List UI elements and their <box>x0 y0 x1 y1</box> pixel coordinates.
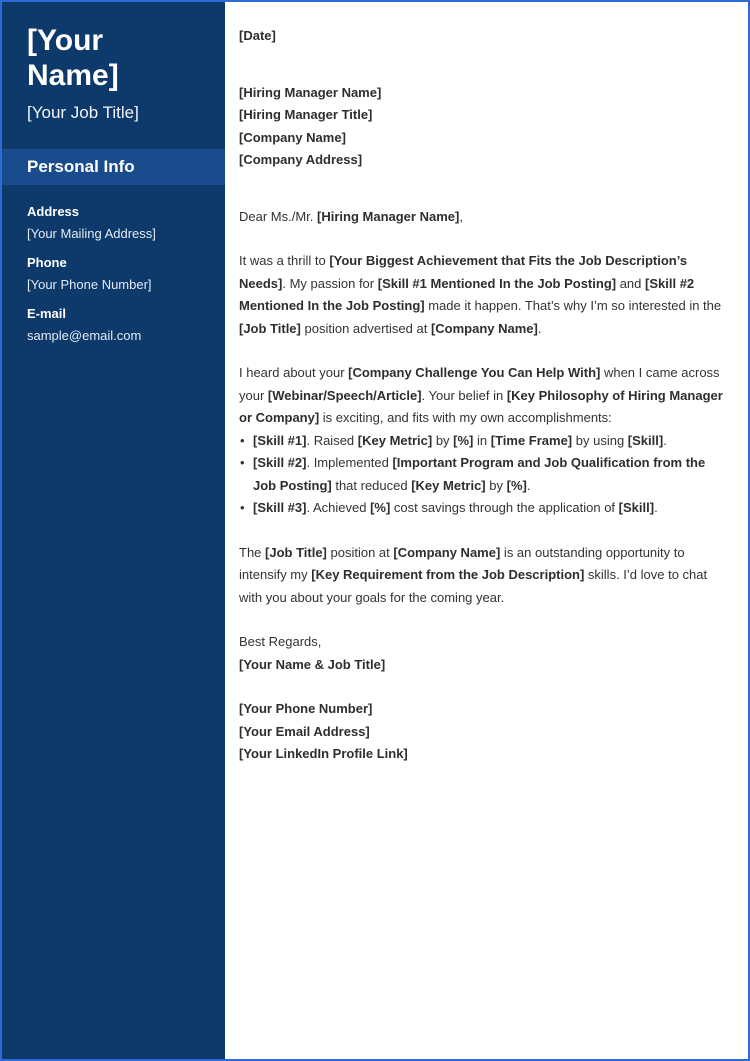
accomplishment-item: • [Skill #3]. Achieved [%] cost savings through the application of [Skill]. <box>239 497 724 520</box>
recipient-title-line: [Hiring Manager Title] <box>239 107 373 122</box>
sidebar <box>2 2 225 1059</box>
accomplishment-item: • [Skill #1]. Raised [Key Metric] by [%] in [Time Frame] by using [Skill]. <box>239 430 724 453</box>
email-field <box>27 306 200 343</box>
referral-paragraph: I heard about your [Company Challenge You Can Help With] when I came across your [Webinar/Speech/Article]. Your belief in [Key Philosophy of Hiring Manager or Company] is exciting, and fits with my own accomplishments: <box>239 365 723 425</box>
contact-phone-line: [Your Phone Number] <box>239 701 373 716</box>
applicant-name: [Your Name] <box>27 24 119 92</box>
address-field <box>27 204 200 241</box>
signature-line: [Your Name & Job Title] <box>239 656 386 672</box>
accomplishment-item: • [Skill #2]. Implemented [Important Program and Job Qualification from the Job Posting] that reduced [Key Metric] by [%]. <box>239 452 724 497</box>
address-value: [Your Mailing Address] <box>27 226 156 241</box>
contact-linkedin-line: [Your LinkedIn Profile Link] <box>239 746 408 761</box>
phone-field <box>27 255 200 292</box>
phone-value: [Your Phone Number] <box>27 277 152 292</box>
closing-paragraph: The [Job Title] position at [Company Name] is an outstanding opportunity to intensify my [Key Requirement from the Job Description] skills. I’d love to chat with you about your goals for the coming year. <box>239 544 708 605</box>
signoff-line: Best Regards, <box>239 634 322 649</box>
accomplishments-list <box>239 430 724 520</box>
recipient-address-line: [Company Address] <box>239 152 363 167</box>
contact-email-line: [Your Email Address] <box>239 723 370 739</box>
contact-block <box>239 698 724 766</box>
applicant-job-title: [Your Job Title] <box>27 103 139 122</box>
recipient-name-line: [Hiring Manager Name] <box>239 84 382 100</box>
recipient-company-line: [Company Name] <box>239 129 346 145</box>
email-value: sample@email.com <box>27 328 142 343</box>
letter-content <box>225 2 748 1059</box>
salutation-line: Dear Ms./Mr. [Hiring Manager Name], <box>239 208 463 224</box>
personal-info-fields <box>2 185 225 343</box>
intro-paragraph: It was a thrill to [Your Biggest Achievement that Fits the Job Description’s Needs]. My passion for [Skill #1 Mentioned In the Job Posting] and [Skill #2 Mentioned In the Job Posting] made it happen. That’s why I’m so interested in the [Job Title] position advertised at [Company Name]. <box>239 253 722 336</box>
date-line: [Date] <box>239 28 276 43</box>
phone-label: Phone <box>27 255 67 270</box>
email-label: E-mail <box>27 306 67 321</box>
personal-info-section-header: Personal Info <box>2 149 225 185</box>
address-label: Address <box>27 204 80 219</box>
recipient-block <box>239 82 724 172</box>
